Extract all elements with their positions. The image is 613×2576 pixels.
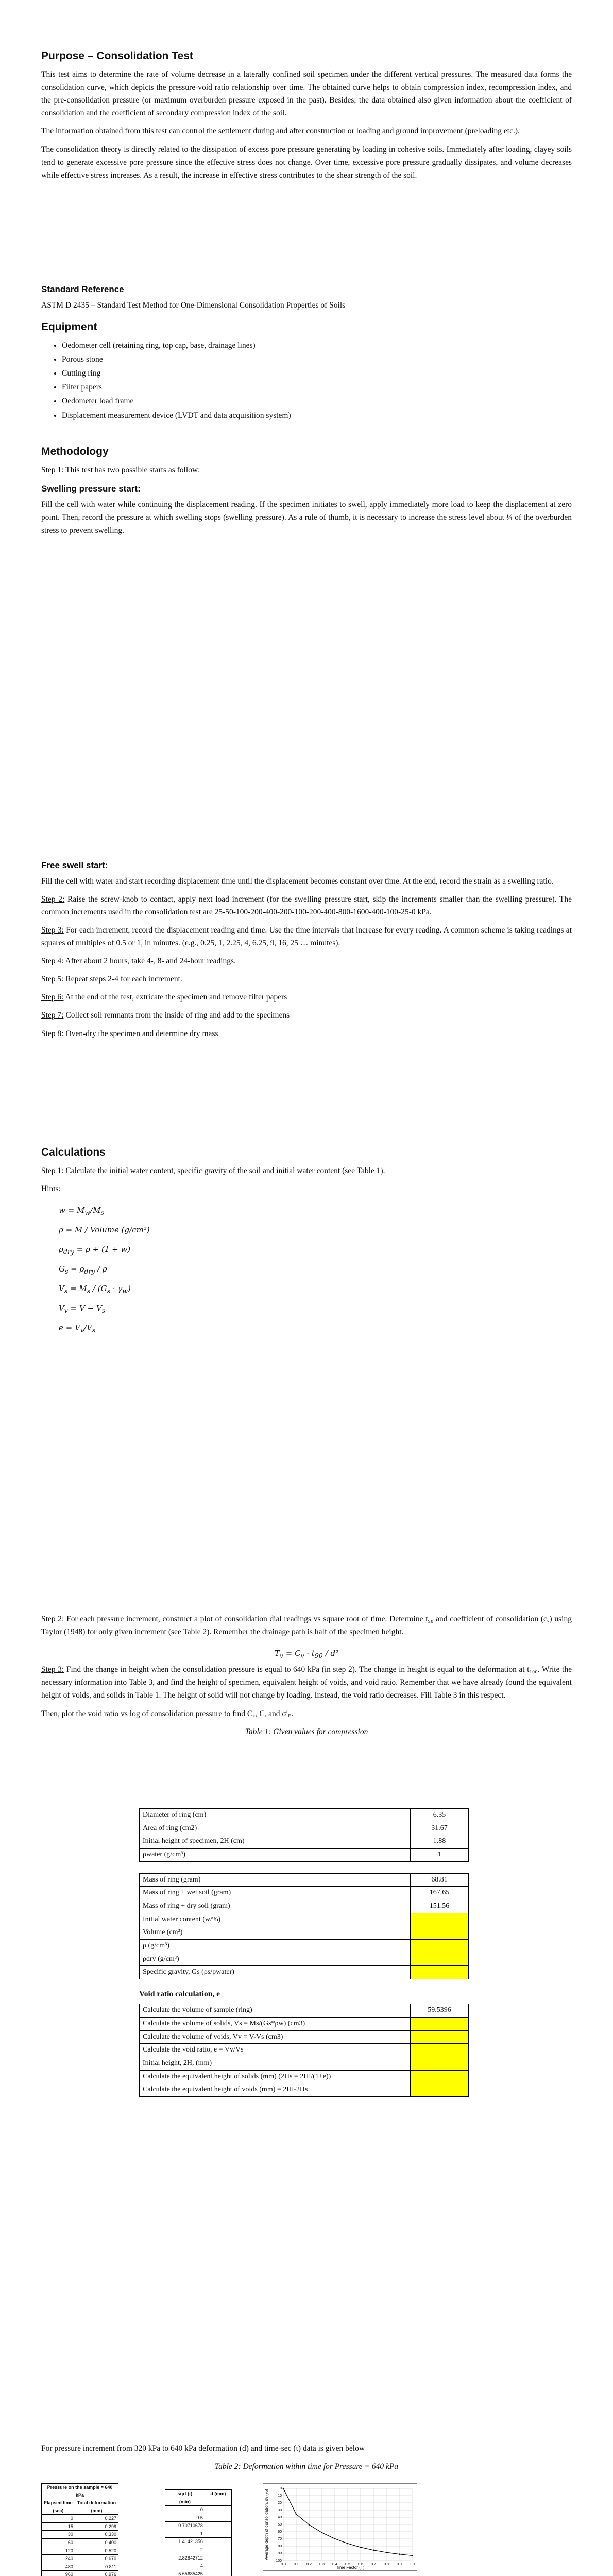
table-cell: 1.41421356 [165,2538,205,2546]
data-point [412,2555,413,2556]
table-cell: Calculate the void ratio, e = Vv/Vs [140,2044,411,2057]
formula-volume-solids: $V_s = M_s / (G_s \cdot \gamma_w)$ [59,1284,131,1295]
step-label: Step 7: [41,1011,64,1020]
column-header: Elapsed time (sec) [42,2499,75,2515]
table-cell: 1 [411,1849,469,1862]
x-tick-label: 0.2 [306,2563,312,2566]
y-tick-label: 10 [278,2494,282,2498]
answer-cell[interactable] [411,1940,469,1953]
table-cell: 6.35 [411,1809,469,1822]
table-cell: 0 [165,2506,205,2514]
answer-cell[interactable] [411,1966,469,1979]
formula-dry-density: $\rho_{dry} = \rho \div (1 + w)$ [59,1245,131,1256]
table-row [165,2538,232,2546]
step-3 [41,924,572,950]
table-cell: Calculate the volume of sample (ring) [140,2004,411,2018]
purpose-paragraph-1: This test aims to determine the rate of volume decrease in a laterally confined soil specimen under the different vertical pressures. The measured data forms the consolidation curve, which depicts the pressure-void ratio relationship over time. The obtained curve helps to obtain compression index, recompression index, and the pre-consolidation pressure (or maximum overburden pressure exposed in the past). Besides, the data obtained also given information about the coefficient of consolidation and the coefficient of secondary compression index of the soil. [41,70,572,118]
answer-cell[interactable] [411,1953,469,1966]
answer-cell[interactable] [205,2522,231,2530]
answer-cell[interactable] [411,1926,469,1940]
table-row [140,2057,469,2070]
table-cell: Diameter of ring (cm) [140,1809,411,1822]
table-row [165,2530,232,2538]
step-text: Raise the screw-knob to contact, apply next load increment (for the swelling pressure start, skip the increments smaller than the swelling pressure). The common increments used in the consolidation test are 25-50-100-200-400-200-100-200-400-800-1600-400-100-25-0 kPa. [41,894,572,917]
table-cell: 31.67 [411,1822,469,1835]
x-tick-label: 0.8 [384,2563,389,2566]
answer-cell[interactable] [411,2044,469,2057]
column-header: (min) [165,2498,205,2506]
answer-cell[interactable] [411,2030,469,2044]
list-item: • Cutting ring [62,367,572,380]
methodology-continued [41,858,572,1045]
table-row [165,2514,232,2522]
table-row [165,2546,232,2554]
x-tick-label: 1.0 [410,2563,415,2566]
table2-figure [41,2483,572,2576]
calc-step-1 [41,1164,572,1177]
table-cell: 240 [42,2555,75,2563]
step-text: Collect soil remnants from the inside of ring and add to the specimens [63,1011,290,1020]
answer-cell[interactable] [205,2538,231,2546]
y-tick-label: 90 [278,2552,282,2555]
table-row [165,2498,232,2506]
table-row [140,1913,469,1926]
list-item: • Oedometer cell (retaining ring, top cap, base, drainage lines) [62,339,572,352]
table-cell: 0.670 [75,2555,118,2563]
table-row [42,2499,118,2515]
table1-block [139,1808,469,2097]
table-cell: Initial height, 2H, (mm) [140,2057,411,2070]
table-row [42,2571,118,2576]
list-item: • Displacement measurement device (LVDT and data acquisition system) [62,409,572,422]
column-header: Total deformation (mm) [75,2499,118,2515]
answer-cell[interactable] [411,2083,469,2097]
formula-void-ratio: $e = V_v/V_s$ [59,1323,96,1334]
step-text: After about 2 hours, take 4-, 8- and 24-hour readings. [63,957,236,966]
table-row [42,2531,118,2539]
step-text: At the end of the test, extricate the specimen and remove filter papers [63,993,287,1002]
list-item: • Oedometer load frame [62,395,572,408]
purpose-paragraph-3: The consolidation theory is directly related to the dissipation of excess pore pressure generating by loading in cohesive soils. Immediately after loading, clayey soils tend to generate excessive pore pressure since the effective stress does not change. Over time, excessive pore pressure gradually dissipates, and volume decreases while effective stress increases. As a result, the increase in effective stress contributes to the shear strength of the soil. [41,145,572,180]
step-label: Step 5: [41,975,64,984]
table-cell: Mass of ring + dry soil (gram) [140,1900,411,1913]
step-text: This test has two possible starts as follow: [63,466,200,475]
table-title: Pressure on the sample = 640 kPa [42,2484,118,2499]
table-cell: 2 [165,2546,205,2554]
table-cell: 0.400 [75,2539,118,2547]
y-tick-label: 70 [278,2537,282,2541]
chart-frame [263,2483,417,2571]
void-ratio-table [139,2004,469,2097]
x-tick-label: 0.0 [281,2563,286,2566]
column-header [205,2498,231,2506]
step-label: Step 3: [41,925,64,935]
formula-specific-gravity: $G_s = \rho_{dry} / \rho$ [59,1264,107,1276]
table-cell: 960 [42,2571,75,2576]
step-8 [41,1027,572,1040]
table-cell: 5.65685425 [165,2570,205,2576]
x-tick-label: 0.1 [294,2563,299,2566]
answer-cell[interactable] [411,2070,469,2083]
step-text: Find the change in height when the consolidation pressure is equal to 640 kPa (in step 2). The change in height is equal to the deformation at t₁₀₀. Write the necessary information into Table 3, and find the height of specimen, equivalent height of voids, and void ratio. Remember that we have already found the equivalent height of voids, and solids in Table 1. The height of solid will not change by loading. Instead, the void ratio decreases. Fill Table 3 in this respect. [41,1665,572,1700]
answer-cell[interactable] [205,2514,231,2522]
purpose-section [41,47,572,187]
table-row [165,2490,232,2498]
swelling-text: Fill the cell with water while continuing the displacement reading. If the specimen initiates to swell, apply immediately more load to keep the displacement at zero point. Then, record the pressure at which swelling stops (swelling pressure). As a rule of thumb, it is necessary to increase the stress level about ¼ of the overburden stress to prevent swelling. [41,500,572,535]
step-1 [41,464,572,477]
table2-intro: For pressure increment from 320 kPa to 640 kPa deformation (d) and time-sec (t) data is given below [41,2444,365,2453]
table-row [165,2554,232,2562]
table-row [140,1873,469,1887]
table-row [140,1835,469,1849]
equipment-list [41,339,572,422]
table2-section [41,2442,572,2476]
free-swell-title: Free swell start: [41,860,108,870]
calculations-continued [41,1613,572,1741]
table2-caption: Table 2: Deformation within time for Pressure = 640 kPa [214,2462,399,2471]
table-row [140,1940,469,1953]
sqrt-time-table [165,2489,232,2576]
then-text: Then, plot the void ratio vs log of consolidation pressure to find C꜀, Cᵣ and σ′ₚ. [41,1709,294,1718]
deformation-table [41,2483,118,2576]
table-cell: Volume (cm³) [140,1926,411,1940]
table-row [140,1953,469,1966]
table-row [140,2044,469,2057]
table-cell: 2.82842712 [165,2554,205,2562]
table-row [140,1966,469,1979]
step-label: Step 2: [41,1615,64,1623]
table-cell: ρ (g/cm³) [140,1940,411,1953]
data-point [296,2514,297,2515]
standard-text: ASTM D 2435 – Standard Test Method for One-Dimensional Consolidation Properties of Soils [41,300,346,310]
table-cell: 0.5 [165,2514,205,2522]
x-tick-label: 0.5 [345,2563,350,2566]
formula-block [41,1200,572,1337]
y-axis-label: Average depth of consolidation, dv (%) [264,2489,269,2560]
list-item: • Porous stone [62,353,572,366]
table-cell: 60 [42,2539,75,2547]
step-label: Step 4: [41,957,64,966]
answer-cell[interactable] [411,2017,469,2030]
step-2 [41,893,572,919]
answer-cell[interactable] [411,1913,469,1926]
y-tick-label: 40 [278,2516,282,2519]
table-row [42,2484,118,2499]
step-label: Step 3: [41,1665,64,1674]
data-point [309,2524,310,2526]
standard-title: Standard Reference [41,284,124,294]
table-cell: 0 [42,2515,75,2523]
void-ratio-title: Void ratio calculation, e [139,1990,220,1999]
table-cell: 15 [42,2522,75,2531]
formula-water-content: $w = M_w/M_s$ [59,1206,104,1217]
x-tick-label: 0.4 [332,2563,337,2566]
table-cell: Initial height of specimen, 2H (cm) [140,1835,411,1849]
formula-volume-voids: $V_v = V - V_s$ [59,1303,106,1315]
table-cell: 120 [42,2547,75,2555]
hints-label: Hints: [41,1184,61,1194]
y-tick-label: 0 [280,2487,282,2490]
purpose-paragraph-2: The information obtained from this test can control the settlement during and after construction or loading and ground improvement (preloading etc.). [41,127,520,136]
x-axis-label: Time Factor (T) [336,2565,365,2570]
step-6 [41,991,572,1004]
table-cell: 167.65 [411,1887,469,1900]
step-label: Step 1: [41,466,64,475]
table-row [165,2506,232,2514]
table1-caption: Table 1: Given values for compression [245,1727,368,1736]
table-cell: Calculate the equivalent height of voids (mm) = 2Hi-2Hs [140,2083,411,2097]
y-tick-label: 30 [278,2509,282,2512]
step-label: Step 1: [41,1166,64,1176]
calc-step-3 [41,1663,572,1702]
step-text: For each increment, record the displacement reading and time. Use the time intervals that increase for every reading. A common scheme is taking readings at squares of multiples of 0.5 or 1, in minutes. (e.g., 0.25, 1, 2.25, 4, 6.25, 9, 16, 25 … minutes). [41,925,572,947]
y-tick-label: 80 [278,2545,282,2548]
table-row [140,1809,469,1822]
table-row [140,2070,469,2083]
step-4 [41,955,572,968]
table-cell: Calculate the volume of voids, Vv = V-Vs (cm3) [140,2030,411,2044]
table-row [42,2547,118,2555]
table-row [140,2004,469,2018]
table-cell: Mass of ring + wet soil (gram) [140,1887,411,1900]
calc-step-2 [41,1613,572,1638]
table-row [42,2539,118,2547]
table-cell: 151.56 [411,1900,469,1913]
table-row [42,2563,118,2571]
table-row [140,2017,469,2030]
x-tick-label: 0.7 [371,2563,376,2566]
table-cell: 0.976 [75,2571,118,2576]
standard-section [41,282,572,317]
table-cell: 0.520 [75,2547,118,2555]
table-cell: 0.811 [75,2563,118,2571]
table-cell: Initial water content (w/%) [140,1913,411,1926]
table-row [140,2030,469,2044]
methodology-title: Methodology [41,446,109,457]
x-tick-label: 0.6 [358,2563,363,2566]
table-cell: 0.70710678 [165,2522,205,2530]
column-header: d (mm) [205,2490,231,2498]
table-cell: Specific gravity, Gs (ρs/ρwater) [140,1966,411,1979]
calculations-title: Calculations [41,1146,106,1158]
answer-cell[interactable] [411,2057,469,2070]
purpose-title: Purpose – Consolidation Test [41,50,193,62]
table-row [42,2515,118,2523]
calculations-section [41,1144,572,1337]
table-cell: 480 [42,2563,75,2571]
data-point [283,2488,284,2489]
equipment-section [41,318,572,426]
table-cell: 1.88 [411,1835,469,1849]
table-cell: ρdry (g/cm³) [140,1953,411,1966]
formula-density: ρ = M / Volume (g/cm³) [59,1225,150,1235]
data-point [321,2532,323,2534]
answer-cell[interactable] [205,2570,231,2576]
answer-cell[interactable] [205,2554,231,2562]
step-label: Step 8: [41,1029,64,1038]
step-label: Step 6: [41,993,64,1002]
table-cell: 59.5396 [411,2004,469,2018]
y-tick-label: 20 [278,2501,282,2505]
table-cell: 0.330 [75,2531,118,2539]
y-tick-label: 100 [276,2559,282,2563]
table-row [140,1849,469,1862]
table-row [165,2522,232,2530]
table-row [42,2522,118,2531]
table-row [140,1822,469,1835]
data-point [334,2538,336,2539]
data-point [386,2552,387,2553]
table-cell: 4 [165,2562,205,2570]
answer-cell[interactable] [205,2562,231,2570]
table-row [42,2555,118,2563]
table-cell: Mass of ring (gram) [140,1873,411,1887]
x-tick-label: 0.9 [397,2563,402,2566]
x-tick-label: 0.3 [319,2563,325,2566]
column-header: sqrt (t) [165,2490,205,2498]
answer-cell[interactable] [205,2506,231,2514]
step-text: Repeat steps 2-4 for each increment. [63,975,182,984]
table-cell: Calculate the volume of solids, Vs = Ms/(Gs*ρw) (cm3) [140,2017,411,2030]
swelling-title: Swelling pressure start: [41,484,141,494]
table-cell: 0.227 [75,2515,118,2523]
table-row [140,1900,469,1913]
step-text: Calculate the initial water content, specific gravity of the soil and initial water content (see Table 1). [63,1166,385,1176]
data-point [360,2547,362,2548]
data-point [399,2553,400,2555]
table-cell: 0.299 [75,2522,118,2531]
table-cell: Calculate the equivalent height of solids (mm) (2Hs = 2Hi/(1+e)) [140,2070,411,2083]
step-5 [41,973,572,986]
table1-upper [139,1808,469,1862]
y-tick-label: 60 [278,2530,282,2534]
equipment-title: Equipment [41,321,97,333]
table-cell: 68.81 [411,1873,469,1887]
table1-lower [139,1873,469,1979]
answer-cell[interactable] [205,2546,231,2554]
consolidation-chart [263,2483,417,2571]
methodology-section [41,443,572,542]
answer-cell[interactable] [205,2530,231,2538]
step-text: For each pressure increment, construct a plot of consolidation dial readings vs square root of time. Determine t₉₀ and coefficient of consolidation (cᵥ) using Taylor (1948) for only given increment (see Table 2). Remember the drainage path is half of the specimen height. [41,1615,572,1637]
y-tick-label: 50 [278,2523,282,2527]
table-row [140,1887,469,1900]
table-cell: ρwater (g/cm³) [140,1849,411,1862]
data-point [373,2550,374,2551]
data-point [347,2543,349,2545]
table-row [165,2570,232,2576]
step-7 [41,1009,572,1022]
table-cell: 1 [165,2530,205,2538]
table-cell: Area of ring (cm2) [140,1822,411,1835]
list-item: • Filter papers [62,381,572,394]
step-text: Oven-dry the specimen and determine dry mass [63,1029,218,1038]
step-label: Step 2: [41,894,65,904]
free-swell-text: Fill the cell with water and start recording displacement time until the displacement becomes constant over time. At the end, record the strain as a swelling ratio. [41,876,554,886]
table-row [140,2083,469,2097]
table-row [140,1926,469,1940]
table-cell: 30 [42,2531,75,2539]
table-row [165,2562,232,2570]
formula-taylor: $T_v = C_v \cdot t_{90} / d^2$ [274,1649,339,1660]
